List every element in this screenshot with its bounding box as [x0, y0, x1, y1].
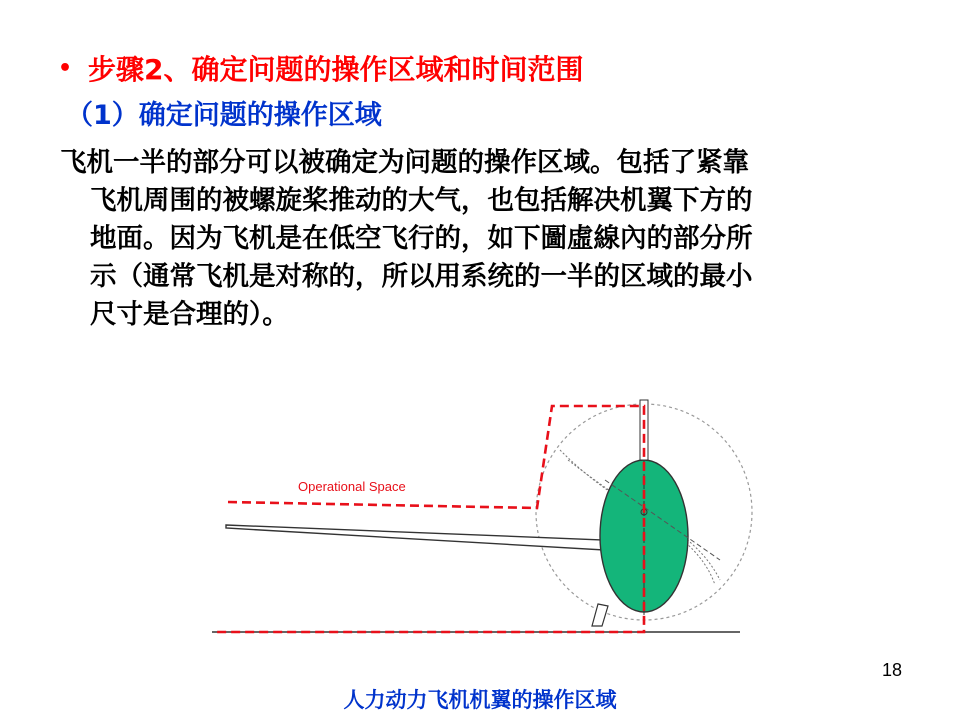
bullet-icon: •	[58, 55, 73, 81]
figure-caption: 人力动力飞机机翼的操作区域	[343, 688, 617, 712]
body-line-4: 示（通常飞机是对称的，所以用系统的一半的区域的最小	[90, 261, 753, 292]
slide-heading	[58, 48, 584, 88]
heading-text: 步骤2、确定问题的操作区域和时间范围	[88, 53, 584, 86]
wing	[226, 525, 604, 550]
slide-subheading: （1）确定问题的操作区域	[66, 99, 382, 131]
landing-gear	[592, 604, 608, 626]
operational-space-boundary	[216, 406, 644, 632]
operational-space-label: Operational Space	[298, 479, 406, 494]
aircraft-diagram	[200, 390, 760, 650]
body-line-2: 飞机周围的被螺旋桨推动的大气，也包括解决机翼下方的	[90, 185, 753, 216]
body-line-3: 地面。因为飞机是在低空飞行的，如下圖虛線內的部分所	[90, 223, 753, 254]
body-line-1: 飞机一半的部分可以被确定为问题的操作区域。包括了紧靠	[60, 147, 749, 178]
page-number: 18	[881, 660, 902, 680]
body-paragraph	[60, 144, 910, 334]
body-line-5: 尺寸是合理的）。	[90, 299, 289, 330]
